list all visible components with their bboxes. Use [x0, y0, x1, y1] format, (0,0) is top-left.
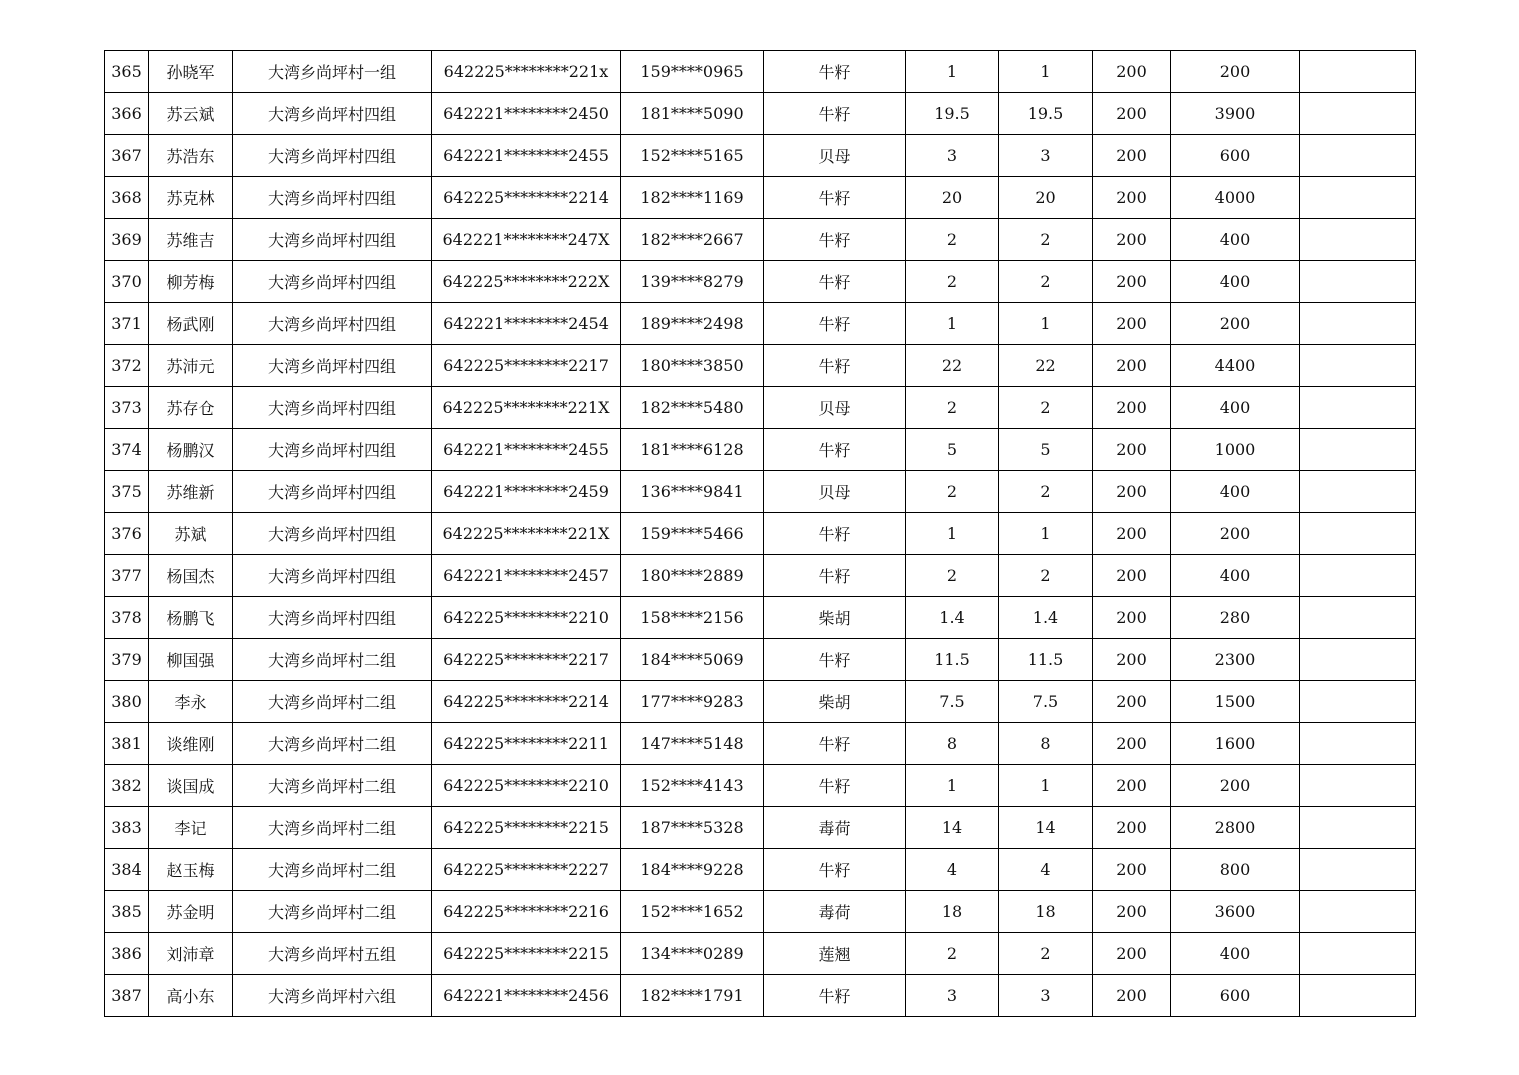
serial-cell: 387: [105, 975, 149, 1017]
remark-cell: [1300, 933, 1416, 975]
address-cell: 大湾乡尚坪村二组: [233, 723, 432, 765]
address-cell: 大湾乡尚坪村四组: [233, 303, 432, 345]
id-number-cell: 642221********247X: [432, 219, 621, 261]
serial-cell: 369: [105, 219, 149, 261]
verified-area-cell: 19.5: [999, 93, 1093, 135]
address-cell: 大湾乡尚坪村四组: [233, 93, 432, 135]
verified-area-cell: 1: [999, 513, 1093, 555]
crop-cell: 牛籽: [764, 177, 906, 219]
address-cell: 大湾乡尚坪村四组: [233, 219, 432, 261]
name-cell: 柳国强: [149, 639, 233, 681]
phone-cell: 182****1791: [621, 975, 764, 1017]
serial-cell: 373: [105, 387, 149, 429]
address-cell: 大湾乡尚坪村四组: [233, 597, 432, 639]
crop-cell: 牛籽: [764, 93, 906, 135]
table-row: [105, 639, 1416, 681]
rate-cell: 200: [1093, 765, 1171, 807]
table-row: [105, 135, 1416, 177]
id-number-cell: 642225********2211: [432, 723, 621, 765]
address-cell: 大湾乡尚坪村二组: [233, 681, 432, 723]
rate-cell: 200: [1093, 429, 1171, 471]
id-number-cell: 642225********2216: [432, 891, 621, 933]
subsidy-table: [104, 50, 1416, 1017]
crop-cell: 牛籽: [764, 303, 906, 345]
rate-cell: 200: [1093, 891, 1171, 933]
remark-cell: [1300, 387, 1416, 429]
serial-cell: 365: [105, 51, 149, 93]
name-cell: 高小东: [149, 975, 233, 1017]
crop-cell: 牛籽: [764, 51, 906, 93]
verified-area-cell: 20: [999, 177, 1093, 219]
rate-cell: 200: [1093, 807, 1171, 849]
remark-cell: [1300, 51, 1416, 93]
serial-cell: 368: [105, 177, 149, 219]
name-cell: 苏浩东: [149, 135, 233, 177]
id-number-cell: 642225********221X: [432, 513, 621, 555]
name-cell: 苏克林: [149, 177, 233, 219]
address-cell: 大湾乡尚坪村四组: [233, 471, 432, 513]
amount-cell: 1000: [1171, 429, 1300, 471]
remark-cell: [1300, 765, 1416, 807]
amount-cell: 400: [1171, 555, 1300, 597]
id-number-cell: 642225********2215: [432, 933, 621, 975]
crop-cell: 牛籽: [764, 723, 906, 765]
rate-cell: 200: [1093, 639, 1171, 681]
serial-cell: 367: [105, 135, 149, 177]
id-number-cell: 642225********2217: [432, 345, 621, 387]
rate-cell: 200: [1093, 177, 1171, 219]
remark-cell: [1300, 135, 1416, 177]
area-cell: 1.4: [906, 597, 999, 639]
remark-cell: [1300, 261, 1416, 303]
phone-cell: 180****2889: [621, 555, 764, 597]
rate-cell: 200: [1093, 975, 1171, 1017]
crop-cell: 牛籽: [764, 639, 906, 681]
id-number-cell: 642225********221x: [432, 51, 621, 93]
phone-cell: 181****6128: [621, 429, 764, 471]
amount-cell: 2800: [1171, 807, 1300, 849]
table-body: [105, 51, 1416, 1017]
table-row: [105, 471, 1416, 513]
name-cell: 刘沛章: [149, 933, 233, 975]
verified-area-cell: 4: [999, 849, 1093, 891]
amount-cell: 400: [1171, 471, 1300, 513]
phone-cell: 189****2498: [621, 303, 764, 345]
rate-cell: 200: [1093, 849, 1171, 891]
remark-cell: [1300, 807, 1416, 849]
serial-cell: 376: [105, 513, 149, 555]
table-row: [105, 345, 1416, 387]
id-number-cell: 642221********2454: [432, 303, 621, 345]
name-cell: 谈维刚: [149, 723, 233, 765]
address-cell: 大湾乡尚坪村六组: [233, 975, 432, 1017]
amount-cell: 1600: [1171, 723, 1300, 765]
verified-area-cell: 2: [999, 933, 1093, 975]
name-cell: 杨武刚: [149, 303, 233, 345]
area-cell: 5: [906, 429, 999, 471]
serial-cell: 381: [105, 723, 149, 765]
table-row: [105, 933, 1416, 975]
table-row: [105, 387, 1416, 429]
table-row: [105, 975, 1416, 1017]
name-cell: 苏云斌: [149, 93, 233, 135]
verified-area-cell: 3: [999, 975, 1093, 1017]
table-row: [105, 51, 1416, 93]
serial-cell: 374: [105, 429, 149, 471]
verified-area-cell: 1: [999, 303, 1093, 345]
phone-cell: 139****8279: [621, 261, 764, 303]
serial-cell: 375: [105, 471, 149, 513]
address-cell: 大湾乡尚坪村二组: [233, 639, 432, 681]
area-cell: 18: [906, 891, 999, 933]
crop-cell: 牛籽: [764, 765, 906, 807]
id-number-cell: 642221********2455: [432, 135, 621, 177]
amount-cell: 600: [1171, 135, 1300, 177]
rate-cell: 200: [1093, 387, 1171, 429]
rate-cell: 200: [1093, 723, 1171, 765]
remark-cell: [1300, 681, 1416, 723]
phone-cell: 181****5090: [621, 93, 764, 135]
name-cell: 苏存仓: [149, 387, 233, 429]
serial-cell: 386: [105, 933, 149, 975]
verified-area-cell: 2: [999, 555, 1093, 597]
amount-cell: 400: [1171, 261, 1300, 303]
address-cell: 大湾乡尚坪村四组: [233, 261, 432, 303]
address-cell: 大湾乡尚坪村四组: [233, 429, 432, 471]
verified-area-cell: 2: [999, 387, 1093, 429]
verified-area-cell: 14: [999, 807, 1093, 849]
verified-area-cell: 1: [999, 51, 1093, 93]
remark-cell: [1300, 93, 1416, 135]
serial-cell: 371: [105, 303, 149, 345]
address-cell: 大湾乡尚坪村一组: [233, 51, 432, 93]
table-row: [105, 513, 1416, 555]
phone-cell: 187****5328: [621, 807, 764, 849]
area-cell: 2: [906, 933, 999, 975]
amount-cell: 400: [1171, 933, 1300, 975]
crop-cell: 牛籽: [764, 429, 906, 471]
area-cell: 2: [906, 261, 999, 303]
rate-cell: 200: [1093, 135, 1171, 177]
name-cell: 孙晓军: [149, 51, 233, 93]
name-cell: 李永: [149, 681, 233, 723]
rate-cell: 200: [1093, 513, 1171, 555]
verified-area-cell: 8: [999, 723, 1093, 765]
remark-cell: [1300, 471, 1416, 513]
phone-cell: 182****2667: [621, 219, 764, 261]
table-row: [105, 219, 1416, 261]
rate-cell: 200: [1093, 303, 1171, 345]
crop-cell: 莲翘: [764, 933, 906, 975]
crop-cell: 贝母: [764, 135, 906, 177]
area-cell: 22: [906, 345, 999, 387]
area-cell: 7.5: [906, 681, 999, 723]
table-row: [105, 555, 1416, 597]
name-cell: 李记: [149, 807, 233, 849]
remark-cell: [1300, 891, 1416, 933]
name-cell: 杨鹏飞: [149, 597, 233, 639]
area-cell: 11.5: [906, 639, 999, 681]
remark-cell: [1300, 303, 1416, 345]
serial-cell: 385: [105, 891, 149, 933]
id-number-cell: 642221********2457: [432, 555, 621, 597]
remark-cell: [1300, 849, 1416, 891]
name-cell: 苏沛元: [149, 345, 233, 387]
serial-cell: 379: [105, 639, 149, 681]
phone-cell: 180****3850: [621, 345, 764, 387]
rate-cell: 200: [1093, 471, 1171, 513]
rate-cell: 200: [1093, 345, 1171, 387]
phone-cell: 136****9841: [621, 471, 764, 513]
amount-cell: 200: [1171, 303, 1300, 345]
serial-cell: 372: [105, 345, 149, 387]
address-cell: 大湾乡尚坪村二组: [233, 807, 432, 849]
amount-cell: 3600: [1171, 891, 1300, 933]
verified-area-cell: 1.4: [999, 597, 1093, 639]
id-number-cell: 642221********2450: [432, 93, 621, 135]
amount-cell: 1500: [1171, 681, 1300, 723]
rate-cell: 200: [1093, 555, 1171, 597]
verified-area-cell: 5: [999, 429, 1093, 471]
id-number-cell: 642225********222X: [432, 261, 621, 303]
area-cell: 2: [906, 219, 999, 261]
crop-cell: 毒荷: [764, 807, 906, 849]
phone-cell: 182****5480: [621, 387, 764, 429]
crop-cell: 牛籽: [764, 555, 906, 597]
phone-cell: 152****4143: [621, 765, 764, 807]
id-number-cell: 642225********221X: [432, 387, 621, 429]
address-cell: 大湾乡尚坪村四组: [233, 177, 432, 219]
table-row: [105, 93, 1416, 135]
remark-cell: [1300, 597, 1416, 639]
amount-cell: 200: [1171, 51, 1300, 93]
remark-cell: [1300, 975, 1416, 1017]
address-cell: 大湾乡尚坪村二组: [233, 891, 432, 933]
phone-cell: 184****5069: [621, 639, 764, 681]
address-cell: 大湾乡尚坪村四组: [233, 513, 432, 555]
name-cell: 杨鹏汉: [149, 429, 233, 471]
id-number-cell: 642225********2215: [432, 807, 621, 849]
crop-cell: 牛籽: [764, 261, 906, 303]
table-row: [105, 597, 1416, 639]
amount-cell: 2300: [1171, 639, 1300, 681]
phone-cell: 177****9283: [621, 681, 764, 723]
id-number-cell: 642225********2227: [432, 849, 621, 891]
phone-cell: 152****5165: [621, 135, 764, 177]
phone-cell: 159****5466: [621, 513, 764, 555]
area-cell: 1: [906, 303, 999, 345]
rate-cell: 200: [1093, 261, 1171, 303]
table-row: [105, 177, 1416, 219]
id-number-cell: 642225********2214: [432, 681, 621, 723]
rate-cell: 200: [1093, 681, 1171, 723]
remark-cell: [1300, 219, 1416, 261]
serial-cell: 384: [105, 849, 149, 891]
amount-cell: 200: [1171, 765, 1300, 807]
name-cell: 赵玉梅: [149, 849, 233, 891]
serial-cell: 377: [105, 555, 149, 597]
area-cell: 8: [906, 723, 999, 765]
verified-area-cell: 22: [999, 345, 1093, 387]
table-row: [105, 303, 1416, 345]
crop-cell: 牛籽: [764, 849, 906, 891]
area-cell: 1: [906, 513, 999, 555]
table-row: [105, 891, 1416, 933]
address-cell: 大湾乡尚坪村四组: [233, 135, 432, 177]
table-row: [105, 807, 1416, 849]
id-number-cell: 642225********2214: [432, 177, 621, 219]
phone-cell: 184****9228: [621, 849, 764, 891]
amount-cell: 280: [1171, 597, 1300, 639]
amount-cell: 4400: [1171, 345, 1300, 387]
amount-cell: 800: [1171, 849, 1300, 891]
area-cell: 2: [906, 555, 999, 597]
remark-cell: [1300, 555, 1416, 597]
remark-cell: [1300, 723, 1416, 765]
name-cell: 谈国成: [149, 765, 233, 807]
id-number-cell: 642221********2455: [432, 429, 621, 471]
rate-cell: 200: [1093, 219, 1171, 261]
serial-cell: 382: [105, 765, 149, 807]
area-cell: 4: [906, 849, 999, 891]
serial-cell: 366: [105, 93, 149, 135]
verified-area-cell: 3: [999, 135, 1093, 177]
verified-area-cell: 1: [999, 765, 1093, 807]
crop-cell: 牛籽: [764, 513, 906, 555]
table-row: [105, 849, 1416, 891]
name-cell: 柳芳梅: [149, 261, 233, 303]
verified-area-cell: 11.5: [999, 639, 1093, 681]
area-cell: 19.5: [906, 93, 999, 135]
area-cell: 3: [906, 135, 999, 177]
amount-cell: 400: [1171, 219, 1300, 261]
amount-cell: 400: [1171, 387, 1300, 429]
address-cell: 大湾乡尚坪村四组: [233, 555, 432, 597]
rate-cell: 200: [1093, 51, 1171, 93]
name-cell: 苏金明: [149, 891, 233, 933]
phone-cell: 134****0289: [621, 933, 764, 975]
amount-cell: 600: [1171, 975, 1300, 1017]
crop-cell: 贝母: [764, 471, 906, 513]
remark-cell: [1300, 177, 1416, 219]
verified-area-cell: 2: [999, 219, 1093, 261]
verified-area-cell: 18: [999, 891, 1093, 933]
crop-cell: 毒荷: [764, 891, 906, 933]
crop-cell: 牛籽: [764, 219, 906, 261]
rate-cell: 200: [1093, 597, 1171, 639]
verified-area-cell: 2: [999, 261, 1093, 303]
id-number-cell: 642225********2217: [432, 639, 621, 681]
address-cell: 大湾乡尚坪村四组: [233, 345, 432, 387]
id-number-cell: 642221********2459: [432, 471, 621, 513]
address-cell: 大湾乡尚坪村二组: [233, 849, 432, 891]
verified-area-cell: 2: [999, 471, 1093, 513]
verified-area-cell: 7.5: [999, 681, 1093, 723]
serial-cell: 383: [105, 807, 149, 849]
remark-cell: [1300, 513, 1416, 555]
phone-cell: 158****2156: [621, 597, 764, 639]
phone-cell: 147****5148: [621, 723, 764, 765]
address-cell: 大湾乡尚坪村二组: [233, 765, 432, 807]
table-row: [105, 765, 1416, 807]
id-number-cell: 642225********2210: [432, 765, 621, 807]
area-cell: 2: [906, 387, 999, 429]
table-row: [105, 429, 1416, 471]
crop-cell: 柴胡: [764, 681, 906, 723]
area-cell: 20: [906, 177, 999, 219]
address-cell: 大湾乡尚坪村四组: [233, 387, 432, 429]
amount-cell: 4000: [1171, 177, 1300, 219]
id-number-cell: 642225********2210: [432, 597, 621, 639]
serial-cell: 380: [105, 681, 149, 723]
serial-cell: 370: [105, 261, 149, 303]
remark-cell: [1300, 639, 1416, 681]
name-cell: 苏斌: [149, 513, 233, 555]
name-cell: 杨国杰: [149, 555, 233, 597]
crop-cell: 柴胡: [764, 597, 906, 639]
area-cell: 3: [906, 975, 999, 1017]
crop-cell: 牛籽: [764, 345, 906, 387]
remark-cell: [1300, 429, 1416, 471]
address-cell: 大湾乡尚坪村五组: [233, 933, 432, 975]
area-cell: 14: [906, 807, 999, 849]
rate-cell: 200: [1093, 933, 1171, 975]
crop-cell: 牛籽: [764, 975, 906, 1017]
area-cell: 2: [906, 471, 999, 513]
name-cell: 苏维新: [149, 471, 233, 513]
rate-cell: 200: [1093, 93, 1171, 135]
serial-cell: 378: [105, 597, 149, 639]
amount-cell: 200: [1171, 513, 1300, 555]
area-cell: 1: [906, 51, 999, 93]
area-cell: 1: [906, 765, 999, 807]
phone-cell: 159****0965: [621, 51, 764, 93]
table-row: [105, 723, 1416, 765]
table-row: [105, 681, 1416, 723]
crop-cell: 贝母: [764, 387, 906, 429]
id-number-cell: 642221********2456: [432, 975, 621, 1017]
amount-cell: 3900: [1171, 93, 1300, 135]
table-row: [105, 261, 1416, 303]
phone-cell: 152****1652: [621, 891, 764, 933]
remark-cell: [1300, 345, 1416, 387]
phone-cell: 182****1169: [621, 177, 764, 219]
name-cell: 苏维吉: [149, 219, 233, 261]
